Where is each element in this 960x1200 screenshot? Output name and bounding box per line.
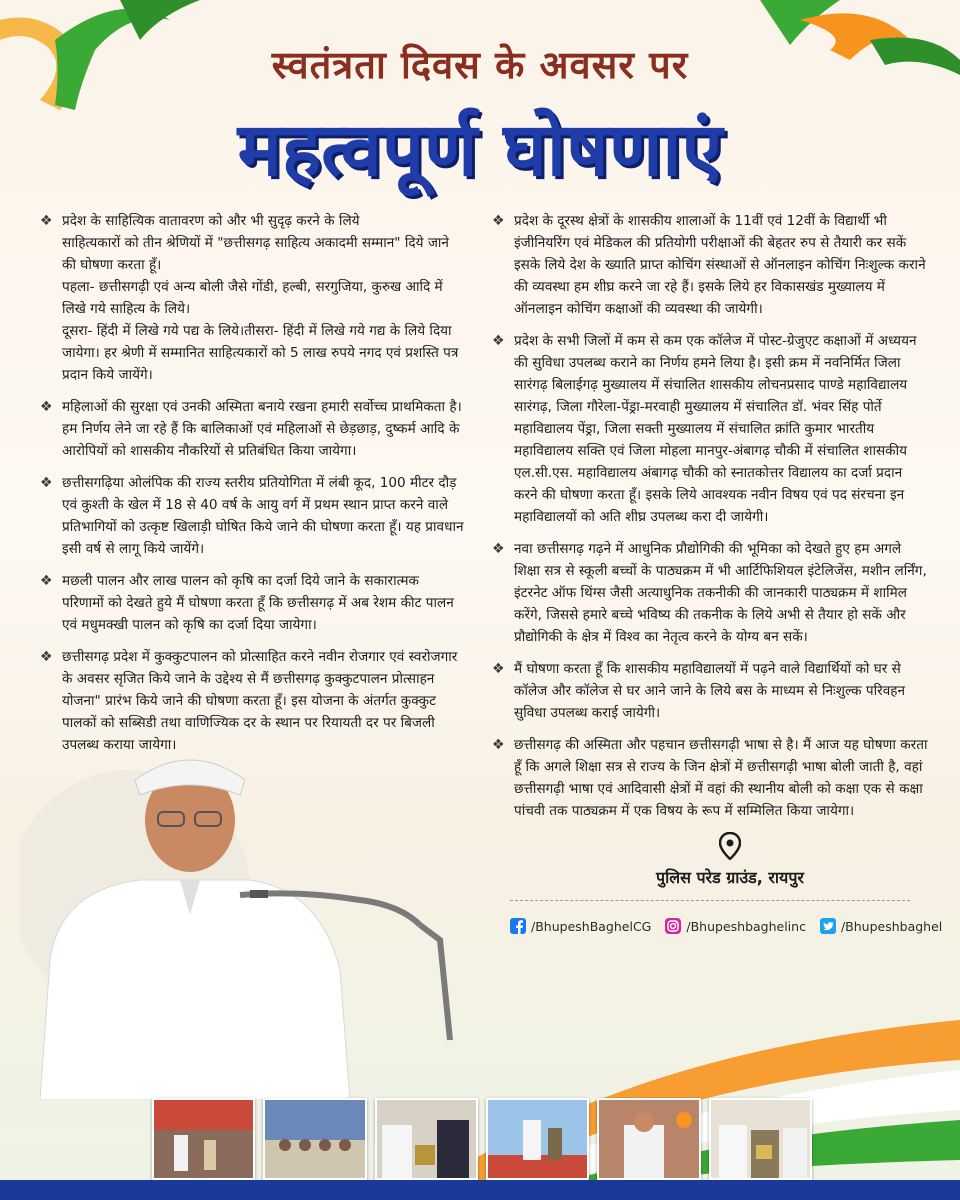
announcement-item [488,658,928,724]
photo-strip [152,1098,812,1180]
announcement-line: दूसरा- हिंदी में लिखे गये पद्य के लिये।तीसरा- हिंदी में लिखे गये गद्य के लिये दिया जायेगा। हर श्रेणी में सम्मानित साहित्यकारों को 5 लाख रुपये नगद एवं प्रशस्ति पत्र प्रदान किये जायेंगे। [62,323,459,383]
bullet-icon: ❖ [492,737,505,753]
bullet-icon: ❖ [492,333,505,349]
instagram-handle: /Bhupeshbaghelinc [686,918,806,934]
divider [510,900,910,901]
header [0,38,960,197]
announcements-left-column [36,210,464,766]
announcement-item [488,538,928,648]
map-pin-icon [719,832,741,860]
instagram-link[interactable] [665,918,806,934]
facebook-icon [510,918,526,934]
announcement-line: प्रदेश के साहित्यिक वातावरण को और भी सुदृढ़ करने के लिये [62,213,360,229]
event-photo [152,1098,255,1180]
instagram-icon [665,918,681,934]
announcement-item [488,734,928,822]
event-photo [597,1098,700,1180]
social-links [510,918,943,934]
event-photo [486,1098,589,1180]
bullet-icon: ❖ [40,399,53,415]
facebook-link[interactable] [510,918,651,934]
twitter-link[interactable] [820,918,942,934]
announcement-item [488,330,928,528]
bullet-icon: ❖ [40,573,53,589]
event-photo [375,1098,478,1180]
bottom-bar [0,1180,960,1200]
event-photo [263,1098,366,1180]
twitter-handle: /Bhupeshbaghel [840,918,943,934]
announcement-item [36,396,464,462]
announcement-line: महिलाओं की सुरक्षा एवं उनकी अस्मिता बनाये रखना हमारी सर्वोच्च प्राथमिकता है। हम निर्णय लेने जा रहे हैं कि बालिकाओं एवं महिलाओं से छेड़छाड़, दुष्कर्म आदि के आरोपियों को शासकीय नौकरियों से प्रतिबंधित किया जायेगा। [62,399,462,459]
announcement-item [36,472,464,560]
bullet-icon: ❖ [492,213,505,229]
twitter-icon [820,918,836,934]
announcement-line: साहित्यकारों को तीन श्रेणियों में "छत्तीसगढ़ साहित्य अकादमी सम्मान" दिये जाने की घोषणा करता हूँ। [62,235,449,273]
announcement-line: छत्तीसगढ़िया ओलंपिक की राज्य स्तरीय प्रतियोगिता में लंबी कूद, 100 मीटर दौड़ एवं कुश्ती के खेल में 18 से 40 वर्ष के आयु वर्ग में प्रथम स्थान प्राप्त करने वाले प्रतिभागियों को उत्कृष्ट खिलाड़ी घोषित किये जाने की घोषणा करता हूँ। यह प्रावधान इसी वर्ष से लागू किये जायेंगे। [62,475,464,557]
facebook-handle: /BhupeshBaghelCG [531,918,652,934]
announcement-item [36,210,464,386]
bullet-icon: ❖ [40,213,53,229]
bullet-icon: ❖ [492,541,505,557]
announcement-line: मछली पालन और लाख पालन को कृषि का दर्जा दिये जाने के सकारात्मक परिणामों को देखते हुये मैं घोषणा करता हूँ कि छत्तीसगढ़ में अब रेशम कीट पालन एवं मधुमक्खी पालन को कृषि का दर्जा दिया जायेगा। [62,573,454,633]
event-photo [709,1098,812,1180]
announcement-item [488,210,928,320]
bullet-icon: ❖ [40,649,53,665]
announcement-line: मैं घोषणा करता हूँ कि शासकीय महाविद्यालयों में पढ़ने वाले विद्यार्थियों को घर से कॉलेज और कॉलेज से घर आने जाने के लिये बस के माध्यम से निःशुल्क परिवहन सुविधा उपलब्ध कराई जायेगी। [514,661,906,721]
location-text: पुलिस परेड ग्राउंड, रायपुर [656,868,804,887]
announcement-item [36,570,464,636]
announcement-line: प्रदेश के सभी जिलों में कम से कम एक कॉलेज में पोस्ट-ग्रेजुएट कक्षाओं में अध्ययन की सुविधा उपलब्ध कराने का निर्णय हमने लिया है। इसी क्रम में नवनिर्मित जिला सारंगढ़ बिलाईगढ़ मुख्यालय में संचालित शासकीय लोचनप्रसाद पाण्डे महाविद्यालय सारंगढ़, जिला गौरेला-पेंड्रा-मरवाही मुख्यालय में संचालित डॉ. भंवर सिंह पोर्ते महाविद्यालय पेंड्रा, जिला सक्ती मुख्यालय में संचालित क्रांति कुमार भारतीय महाविद्यालय सक्ति एवं जिला मोहला मानपुर-अंबागढ़ चौकी में संचालित शासकीय एल.सी.एस. महाविद्यालय अंबागढ़ चौकी को स्नातकोत्तर विद्यालय का दर्जा प्रदान करने की घोषणा करता हूँ। इसके लिये आवश्यक नवीन विषय एवं पद संरचना इन महाविद्यालयों को अति शीघ्र उपलब्ध करा दी जायेगी। [514,333,917,525]
announcements-right-column [488,210,928,832]
bullet-icon: ❖ [40,475,53,491]
bullet-icon: ❖ [492,661,505,677]
announcement-line: पहला- छत्तीसगढ़ी एवं अन्य बोली जैसे गोंडी, हल्बी, सरगुजिया, कुरुख आदि में लिखे गये साहित्य के लिये। [62,279,443,317]
event-location [620,832,840,888]
announcement-line: छत्तीसगढ़ की अस्मिता और पहचान छत्तीसगढ़ी भाषा से है। मैं आज यह घोषणा करता हूँ कि अगले शिक्षा सत्र से राज्य के जिन क्षेत्रों में छत्तीसगढ़ी भाषा बोली जाती है, वहां छत्तीसगढ़ी भाषा एवं आदिवासी क्षेत्रों में वहां की स्थानीय बोली को कक्षा एक से कक्षा पांचवी तक पाठ्यक्रम में एक विषय के रूप में सम्मिलित किया जायेगा। [514,737,928,819]
header-title: महत्वपूर्ण घोषणाएं [237,107,723,193]
announcement-line: छत्तीसगढ़ प्रदेश में कुक्कुटपालन को प्रोत्साहित करने नवीन रोजगार एवं स्वरोजगार के अवसर सृजित किये जाने के उद्देश्य से मैं छत्तीसगढ़ कुक्कुटपालन प्रोत्साहन योजना" प्रारंभ किये जाने की घोषणा करता हूँ। इस योजना के अंतर्गत कुक्कुट पालकों को सब्सिडी तथा वाणिज्यिक दर के स्थान पर रियायती दर पर बिजली उपलब्ध कराया जायेगा। [62,649,458,753]
announcement-line: नवा छत्तीसगढ़ गढ़ने में आधुनिक प्रौद्योगिकी की भूमिका को देखते हुए हम अगले शिक्षा सत्र से स्कूली बच्चों के पाठ्यक्रम में भी आर्टिफिशियल इंटेलिजेंस, मशीन लर्निंग, इंटरनेट ऑफ थिंग्स जैसी अत्याधुनिक तकनीकी की जानकारी पाठ्यक्रम में शामिल करेंगे, जिससे हमारे बच्चे भविष्य की तकनीक के लिये अभी से तैयार हो सकें और प्रौद्योगिकी के क्षेत्र में विश्व का नेतृत्व करने के योग्य बन सकें। [514,541,927,645]
announcement-line: प्रदेश के दूरस्थ क्षेत्रों के शासकीय शालाओं के 11वीं एवं 12वीं के विद्यार्थी भी इंजीनियरिंग एवं मेडिकल की प्रतियोगी परीक्षाओं की बेहतर रुप से तैयारी कर सकें इसके लिये देश के ख्याति प्राप्त कोचिंग संस्थाओं से ऑनलाइन कोचिंग निःशुल्क कराने की व्यवस्था हम शीघ्र करने जा रहे हैं। इसके लिये हर विकासखंड मुख्यालय में ऑनलाइन कोचिंग कक्षाओं की व्यवस्था की जायेगी। [514,213,926,317]
header-subtitle: स्वतंत्रता दिवस के अवसर पर [271,43,689,87]
